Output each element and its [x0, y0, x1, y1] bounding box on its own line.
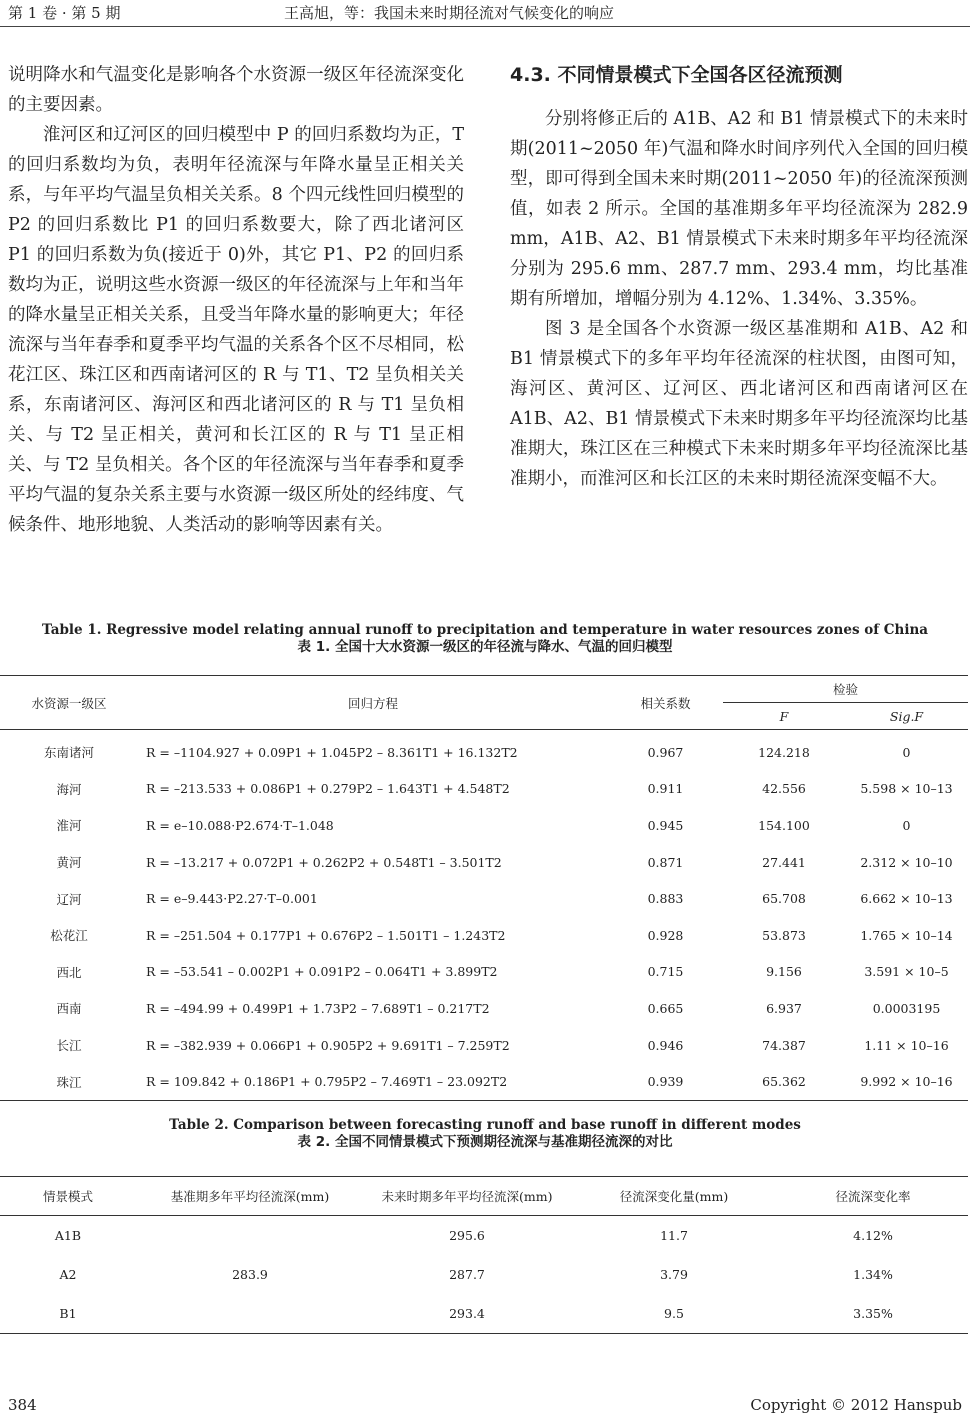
- corr-cell: 0.945: [647, 817, 684, 833]
- left-text-column: [8, 60, 464, 540]
- table-row: [0, 990, 968, 1027]
- header-change: 径流深变化量(mm): [570, 1177, 778, 1216]
- change-cell: 9.5: [664, 1306, 684, 1321]
- sigf-cell: 0: [902, 817, 911, 833]
- corr-cell: 0.665: [647, 1000, 684, 1016]
- mode-cell: A1B: [54, 1228, 82, 1243]
- table-row: [0, 730, 968, 771]
- header-sigf: Sig.F: [845, 703, 968, 730]
- zone-cell: 松花江: [50, 928, 88, 944]
- table1-caption: [0, 622, 970, 656]
- paragraph: 分别将修正后的 A1B、A2 和 B1 情景模式下的未来时期(2011~2050 年)气温和降水时间序列代入全国的回归模型，即可得到全国未来时期(2011~2050 年)的径流深预测值，如表 2 所示。全国的基准期多年平均径流深为 282.9 mm，A1B、A2、B1 情景模式下未来时期多年平均径流深分别为 295.6 mm、287.7 mm、293.4 mm，均比基准期有所增加，增幅分别为 4.12%、1.34%、3.35%。: [510, 109, 968, 309]
- corr-cell: 0.946: [647, 1037, 684, 1053]
- f-cell: 65.362: [762, 1074, 806, 1090]
- table1-caption-zh: 表 1. 全国十大水资源一级区的年径流与降水、气温的回归模型: [297, 639, 673, 655]
- mode-cell: A2: [59, 1267, 77, 1282]
- base-value-cell: 283.9: [232, 1267, 268, 1282]
- paragraph: 图 3 是全国各个水资源一级区基准期和 A1B、A2 和 B1 情景模式下的多年平均年径流深的柱状图，由图可知，海河区、黄河区、辽河区、西北诸河区和西南诸河区在 A1B、A2、B1 情景模式下未来时期多年平均径流深均比基准期大，珠江区在三种模式下未来时期多年平均径流深比基准期小，而淮河区和长江区的未来时期径流深变幅不大。: [510, 319, 968, 489]
- f-cell: 124.218: [758, 744, 810, 760]
- header-base: 基准期多年平均径流深(mm): [136, 1177, 364, 1216]
- rate-cell: 1.34%: [853, 1267, 893, 1282]
- f-cell: 42.556: [762, 781, 806, 797]
- rate-cell: 4.12%: [853, 1228, 893, 1243]
- corr-cell: 0.928: [647, 927, 684, 943]
- table-row: [0, 807, 968, 844]
- equation-cell: R = e–10.088·P2.674·T–1.048: [146, 817, 334, 833]
- zone-cell: 珠江: [56, 1074, 82, 1090]
- zone-cell: 淮河: [56, 818, 82, 834]
- equation-cell: R = –382.939 + 0.066P1 + 0.905P2 + 9.691T1 – 7.259T2: [146, 1037, 510, 1053]
- table-row: [0, 917, 968, 954]
- sigf-cell: 3.591 × 10–5: [864, 964, 949, 980]
- header-future: 未来时期多年平均径流深(mm): [364, 1177, 570, 1216]
- journal-volume-issue: 第 1 卷 · 第 5 期: [8, 4, 121, 22]
- page-number: 384: [8, 1396, 37, 1414]
- f-cell: 74.387: [762, 1037, 806, 1053]
- equation-cell: R = –1104.927 + 0.09P1 + 1.045P2 – 8.361T1 + 16.132T2: [146, 744, 518, 760]
- zone-cell: 西北: [56, 964, 82, 980]
- f-cell: 65.708: [762, 891, 806, 907]
- table-row: [0, 880, 968, 917]
- corr-cell: 0.715: [647, 964, 684, 980]
- future-cell: 295.6: [449, 1228, 485, 1243]
- table-row: [0, 1063, 968, 1100]
- sigf-cell: 9.992 × 10–16: [860, 1074, 953, 1090]
- sigf-cell: 6.662 × 10–13: [860, 891, 953, 907]
- future-cell: 287.7: [449, 1267, 485, 1282]
- header-zone: 水资源一级区: [0, 676, 138, 730]
- regression-table: [0, 675, 968, 1101]
- change-cell: 11.7: [660, 1228, 688, 1243]
- equation-cell: R = 109.842 + 0.186P1 + 0.795P2 – 7.469T1 – 23.092T2: [146, 1074, 508, 1090]
- corr-cell: 0.939: [647, 1074, 684, 1090]
- sigf-cell: 2.312 × 10–10: [860, 854, 953, 870]
- zone-cell: 东南诸河: [43, 745, 94, 761]
- running-title: 王高旭，等：我国未来时期径流对气候变化的响应: [284, 4, 615, 22]
- sigf-cell: 1.765 × 10–14: [860, 927, 953, 943]
- zone-cell: 海河: [56, 781, 82, 797]
- copyright: Copyright © 2012 Hanspub: [750, 1396, 962, 1414]
- table2-caption-en: Table 2. Comparison between forecasting runoff and base runoff in different modes: [169, 1117, 801, 1133]
- header-test: 检验: [723, 676, 968, 703]
- table-row: [0, 1216, 968, 1256]
- table-row: [0, 954, 968, 991]
- corr-cell: 0.911: [647, 781, 684, 797]
- paragraph: 说明降水和气温变化是影响各个水资源一级区年径流深变化的主要因素。: [8, 65, 464, 115]
- table-row: [0, 844, 968, 881]
- change-cell: 3.79: [660, 1267, 688, 1282]
- sigf-cell: 5.598 × 10–13: [860, 781, 953, 797]
- right-text-column: [510, 60, 968, 494]
- equation-cell: R = –494.99 + 0.499P1 + 1.73P2 – 7.689T1 – 0.217T2: [146, 1000, 490, 1016]
- paragraph: 淮河区和辽河区的回归模型中 P 的回归系数均为正，T 的回归系数均为负，表明年径流深与年降水量呈正相关关系，与年平均气温呈负相关关系。8 个四元线性回归模型的 P2 的回归系数比 P1 的回归系数要大，除了西北诸河区 P1 的回归系数为负(接近于 0)外，其它 P1、P2 的回归系数均为正，说明这些水资源一级区的年径流深与上年和当年的降水量呈正相关关系，且受当年降水量的影响更大；年径流深与当年春季和夏季平均气温的关系各个区不尽相同，松花江区、珠江区和西南诸河区的 R 与 T1、T2 呈负相关关系，东南诸河区、海河区和西北诸河区的 R 与 T1 呈负相关、与 T2 呈正相关，黄河和长江区的 R 与 T1 呈正相关、与 T2 呈负相关。各个区的年径流深与当年春季和夏季平均气温的复杂关系主要与水资源一级区所处的经纬度、气候条件、地形地貌、人类活动的影响等因素有关。: [8, 125, 464, 535]
- mode-cell: B1: [59, 1306, 77, 1321]
- f-cell: 154.100: [758, 817, 810, 833]
- future-cell: 293.4: [449, 1306, 485, 1321]
- f-cell: 9.156: [766, 964, 802, 980]
- equation-cell: R = –53.541 – 0.002P1 + 0.091P2 – 0.064T1 + 3.899T2: [146, 964, 498, 980]
- sigf-cell: 0.0003195: [872, 1000, 941, 1016]
- corr-cell: 0.883: [647, 891, 684, 907]
- corr-cell: 0.871: [647, 854, 684, 870]
- zone-cell: 黄河: [56, 855, 82, 871]
- page-header: [0, 0, 970, 27]
- runoff-comparison-table: [0, 1176, 968, 1334]
- rate-cell: 3.35%: [853, 1306, 893, 1321]
- zone-cell: 西南: [56, 1001, 82, 1017]
- corr-cell: 0.967: [647, 744, 684, 760]
- f-cell: 27.441: [762, 854, 806, 870]
- table-row: [0, 771, 968, 808]
- section-heading: 4.3. 不同情景模式下全国各区径流预测: [510, 64, 843, 86]
- header-mode: 情景模式: [0, 1177, 136, 1216]
- f-cell: 53.873: [762, 927, 806, 943]
- sigf-cell: 0: [902, 744, 911, 760]
- table2-caption-zh: 表 2. 全国不同情景模式下预测期径流深与基准期径流深的对比: [297, 1134, 673, 1150]
- table2-caption: [0, 1117, 970, 1151]
- header-equation: 回归方程: [138, 676, 608, 730]
- table-row: [0, 1027, 968, 1064]
- header-f: F: [723, 703, 845, 730]
- header-correlation: 相关系数: [608, 676, 723, 730]
- equation-cell: R = e–9.443·P2.27·T–0.001: [146, 891, 318, 907]
- table1-caption-en: Table 1. Regressive model relating annual runoff to precipitation and temperature in water resources zones of China: [41, 622, 929, 638]
- zone-cell: 辽河: [56, 891, 82, 907]
- equation-cell: R = –13.217 + 0.072P1 + 0.262P2 + 0.548T1 – 3.501T2: [146, 854, 502, 870]
- equation-cell: R = –213.533 + 0.086P1 + 0.279P2 – 1.643T1 + 4.548T2: [146, 781, 510, 797]
- header-rate: 径流深变化率: [778, 1177, 968, 1216]
- zone-cell: 长江: [56, 1038, 82, 1054]
- f-cell: 6.937: [766, 1000, 802, 1016]
- equation-cell: R = –251.504 + 0.177P1 + 0.676P2 – 1.501T1 – 1.243T2: [146, 927, 506, 943]
- sigf-cell: 1.11 × 10–16: [864, 1037, 949, 1053]
